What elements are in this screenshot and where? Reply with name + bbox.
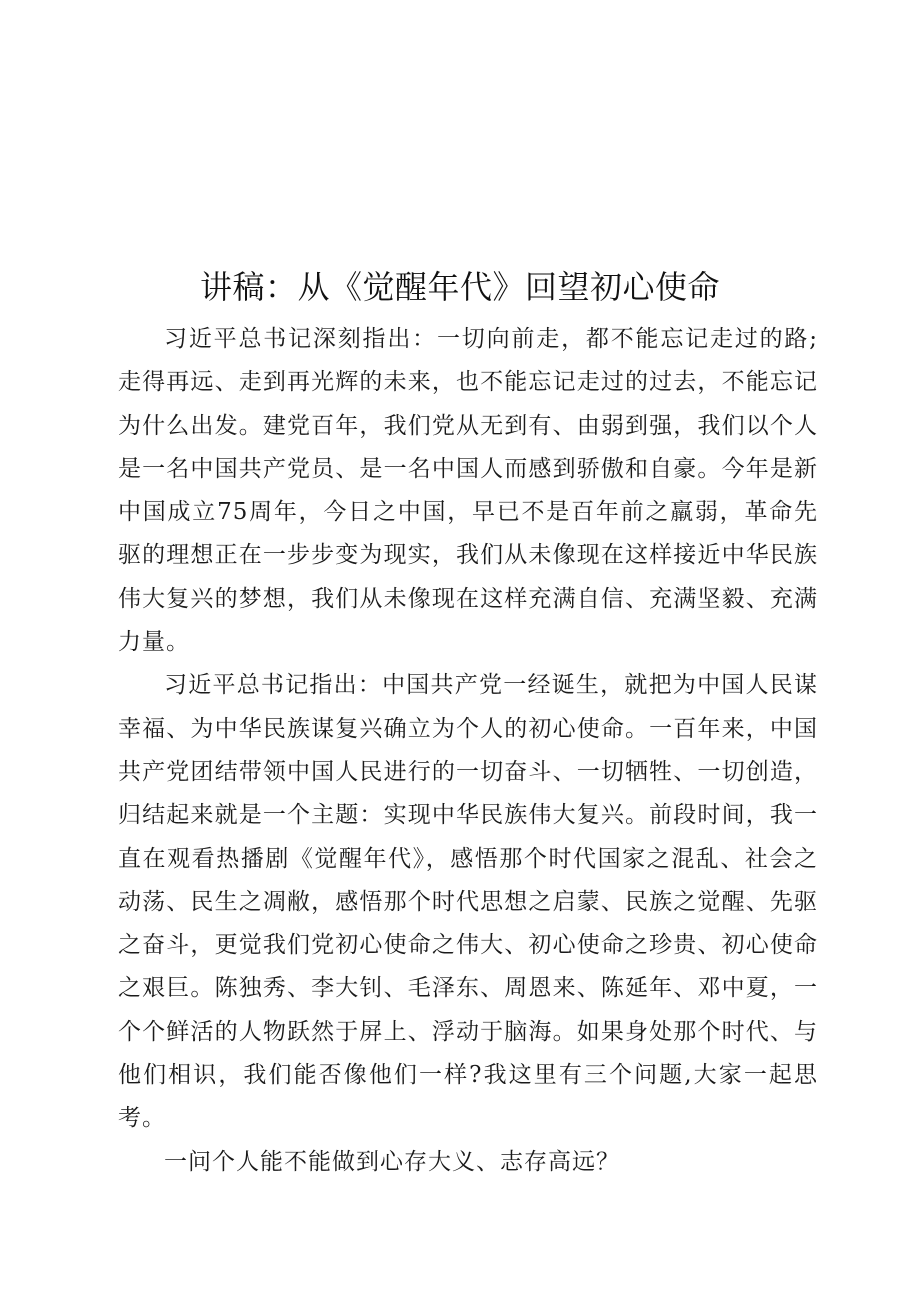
paragraph: 习近平总书记深刻指出：一切向前走，都不能忘记走过的路;走得再远、走到再光辉的未来，也不能忘记走过的过去，不能忘记为什么出发。建党百年，我们党从无到有、由弱到强，我们以个人是一名中国共产党员、是一名中国人而感到骄傲和自豪。今年是新中国成立75周年，今日之中国，早已不是百年前之羸弱，革命先驱的理想正在一步步变为现实，我们从未像现在这样接近中华民族伟大复兴的梦想，我们从未像现在这样充满自信、充满坚毅、充满力量。 <box>118 326 818 656</box>
paragraph: 一问个人能不能做到心存大义、志存高远？ <box>164 1148 620 1175</box>
document-body <box>118 318 818 1184</box>
paragraph: 习近平总书记指出：中国共产党一经诞生，就把为中国人民谋幸福、为中华民族谋复兴确立为个人的初心使命。一百年来，中国共产党团结带领中国人民进行的一切奋斗、一切牺牲、一切创造，归结起来就是一个主题：实现中华民族伟大复兴。前段时间，我一直在观看热播剧《觉醒年代》，感悟那个时代国家之混乱、社会之动荡、民生之凋敝，感悟那个时代思想之启蒙、民族之觉醒、先驱之奋斗，更觉我们党初心使命之伟大、初心使命之珍贵、初心使命之艰巨。陈独秀、李大钊、毛泽东、周恩来、陈延年、邓中夏，一个个鲜活的人物跃然于屏上、浮动于脑海。如果身处那个时代、与他们相识，我们能否像他们一样?我这里有三个问题,大家一起思考。 <box>118 672 818 1132</box>
document-title: 讲稿：从《觉醒年代》回望初心使命 <box>199 268 720 306</box>
